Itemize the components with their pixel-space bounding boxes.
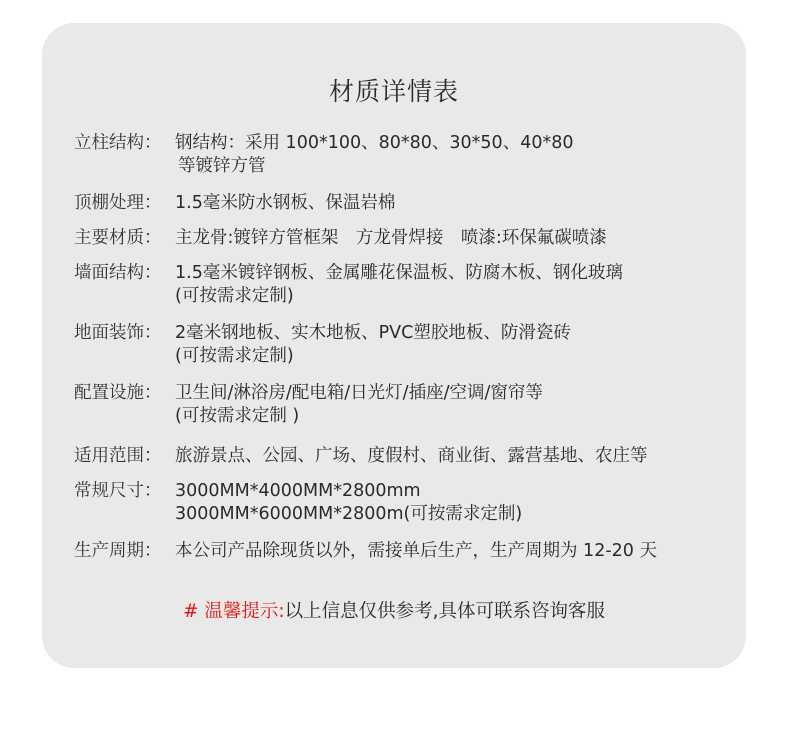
detail-value-line: 等镀锌方管: [178, 156, 266, 176]
detail-value-line: 本公司产品除现货以外，需接单后生产，生产周期为 12-20 天: [175, 541, 657, 561]
warm-tip: [42, 599, 746, 625]
detail-value-line: 主龙骨:镀锌方管框架 方龙骨焊接 喷漆:环保氟碳喷漆: [175, 228, 607, 248]
detail-value-line: (可按需求定制 ): [175, 406, 300, 426]
detail-label: 适用范围：: [74, 446, 162, 466]
detail-label: 配置设施：: [74, 383, 162, 403]
detail-value: [175, 445, 648, 468]
detail-label: 顶棚处理：: [74, 193, 162, 213]
material-details-card: [42, 23, 746, 668]
detail-value: [175, 192, 395, 215]
detail-value: [175, 132, 573, 178]
detail-value: [175, 322, 571, 368]
detail-value-line: 2毫米钢地板、实木地板、PVC塑胶地板、防滑瓷砖: [175, 323, 571, 343]
page-title: 材质详情表: [328, 77, 459, 106]
detail-label: 常规尺寸：: [74, 481, 162, 501]
detail-label: 主要材质：: [74, 228, 162, 248]
detail-value-line: 3000MM*4000MM*2800mm: [175, 481, 421, 501]
warm-tip-highlight: # 温馨提示:: [182, 601, 285, 622]
detail-value-line: 旅游景点、公园、广场、度假村、商业街、露营基地、农庄等: [175, 446, 648, 466]
detail-value-line: (可按需求定制): [175, 286, 294, 306]
detail-value-line: (可按需求定制): [175, 346, 294, 366]
detail-label: 地面装饰：: [74, 323, 162, 343]
detail-label: 立柱结构：: [74, 133, 162, 153]
detail-value: [175, 382, 543, 428]
detail-value-line: 卫生间/淋浴房/配电箱/日光灯/插座/空调/窗帘等: [175, 383, 543, 403]
detail-label: 生产周期：: [74, 541, 162, 561]
detail-value-line: 3000MM*6000MM*2800m(可按需求定制): [175, 504, 523, 524]
detail-value: [175, 480, 522, 526]
detail-value-line: 钢结构：采用 100*100、80*80、30*50、40*80: [175, 133, 574, 153]
detail-value: [175, 262, 623, 308]
detail-value-line: 1.5毫米镀锌钢板、金属雕花保温板、防腐木板、钢化玻璃: [175, 263, 623, 283]
detail-value: [175, 540, 657, 563]
detail-value-line: 1.5毫米防水钢板、保温岩棉: [175, 193, 396, 213]
detail-label: 墙面结构：: [74, 263, 162, 283]
warm-tip-text: 以上信息仅供参考,具体可联系咨询客服: [284, 601, 605, 622]
detail-value: [175, 227, 607, 250]
